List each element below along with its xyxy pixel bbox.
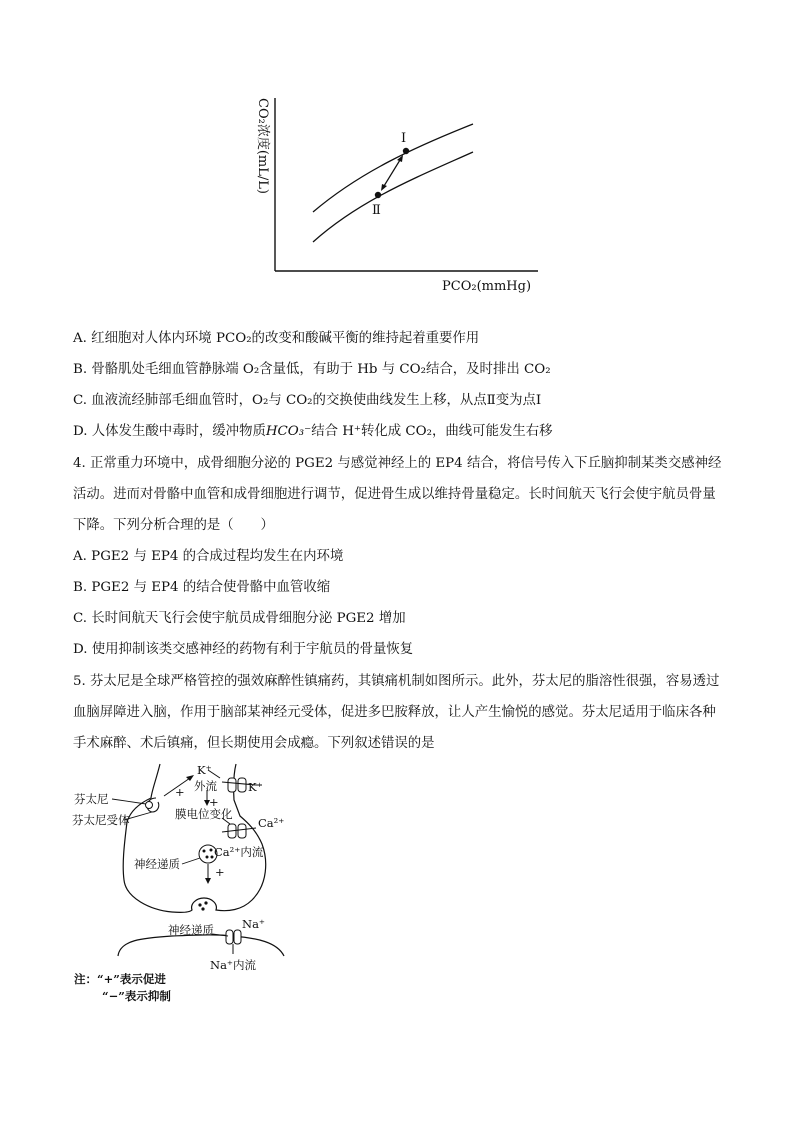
label-ca-ion: Ca²⁺ <box>258 816 285 830</box>
q3-option-d <box>73 422 553 442</box>
na-channel <box>226 930 241 944</box>
label-plus-2: + <box>209 795 219 809</box>
arrow-head-3 <box>205 878 211 884</box>
label-efflux: 外流 <box>194 779 217 793</box>
label-plus-1: + <box>175 785 185 799</box>
note-line-2: “−”表示抑制 <box>102 989 171 1003</box>
label-k-ion: K⁺ <box>197 763 212 777</box>
label-transmitter-lower: 神经递质 <box>168 923 214 937</box>
upper-curve <box>313 124 473 212</box>
fentanyl-mechanism-diagram <box>72 760 302 1005</box>
label-fentanyl: 芬太尼 <box>74 792 109 806</box>
released-transmitter <box>198 901 207 910</box>
double-arrow <box>384 160 400 186</box>
label-ca-influx: Ca²⁺内流 <box>214 845 264 859</box>
q3-option-c: C. 血液流经肺部毛细血管时，O₂与 CO₂的交换使曲线发生上移，从点Ⅱ变为点Ⅰ <box>73 393 542 408</box>
q3-option-a: A. 红细胞对人体内环境 PCO₂的改变和酸碱平衡的维持起着重要作用 <box>73 331 480 346</box>
label-fentanyl-receptor: 芬太尼受体 <box>72 813 130 827</box>
point-lower-label: Ⅱ <box>372 203 381 218</box>
point-upper-label: Ⅰ <box>401 131 407 146</box>
label-na-ion: Na⁺ <box>242 917 265 931</box>
q4-option-b: B. PGE2 与 EP4 的结合使骨骼中血管收缩 <box>73 580 331 595</box>
q3-option-d-suffix: 结合 H⁺转化成 CO₂，曲线可能发生右移 <box>311 424 553 439</box>
fentanyl-molecule <box>146 802 153 809</box>
label-plus-3: + <box>215 865 225 879</box>
q4-option-c: C. 长时间航天飞行会使宇航员成骨细胞分泌 PGE2 增加 <box>73 611 406 626</box>
leader-fentanyl <box>112 799 146 804</box>
q4-option-d: D. 使用抑制该类交感神经的药物有利于宇航员的骨量恢复 <box>73 642 414 657</box>
x-axis-label: PCO₂(mmHg) <box>442 279 532 294</box>
y-axis-label: CO₂浓度(mL/L) <box>255 98 270 194</box>
postsynaptic-membrane <box>118 935 284 956</box>
bicarbonate-formula: HCO₃⁻ <box>265 424 312 439</box>
q3-option-d-prefix: D. 人体发生酸中毒时，缓冲物质 <box>73 424 266 439</box>
co2-graph <box>240 90 550 300</box>
q5-stem: 5. 芬太尼是全球严格管控的强效麻醉性镇痛药，其镇痛机制如图所示。此外，芬太尼的脂溶性很强，容易透过血脑屏障进入脑，作用于脑部某神经元受体，促进多巴胺释放，让人产生愉悦的感觉。芬太尼适用于临床各种手术麻醉、术后镇痛，但长期使用会成瘾。下列叙述错误的是 <box>73 674 720 751</box>
label-membrane-change: 膜电位变化 <box>175 807 233 821</box>
point-lower <box>375 192 381 198</box>
label-transmitter-upper: 神经递质 <box>134 857 180 871</box>
label-na-influx: Na⁺内流 <box>210 958 256 972</box>
note-line-1: 注：“+”表示促进 <box>74 972 166 986</box>
lower-curve <box>313 152 473 242</box>
arrow-head-down <box>381 184 387 191</box>
label-k-ion-right: K⁺ <box>248 780 263 794</box>
point-upper <box>403 148 409 154</box>
leader-transmitter-upper <box>182 858 200 864</box>
q4-option-a: A. PGE2 与 EP4 的合成过程均发生在内环境 <box>73 549 344 564</box>
q4-stem: 4. 正常重力环境中，成骨细胞分泌的 PGE2 与感觉神经上的 EP4 结合，将信号传入下丘脑抑制某类交感神经活动。进而对骨骼中血管和成骨细胞进行调节，促进骨生成以维持骨量稳定。长时间航天飞行会使宇航员骨量下降。下列分析合理的是（ ） <box>73 456 722 533</box>
q3-option-b: B. 骨骼肌处毛细血管静脉端 O₂含量低，有助于 Hb 与 CO₂结合，及时排出 CO₂ <box>73 362 551 377</box>
